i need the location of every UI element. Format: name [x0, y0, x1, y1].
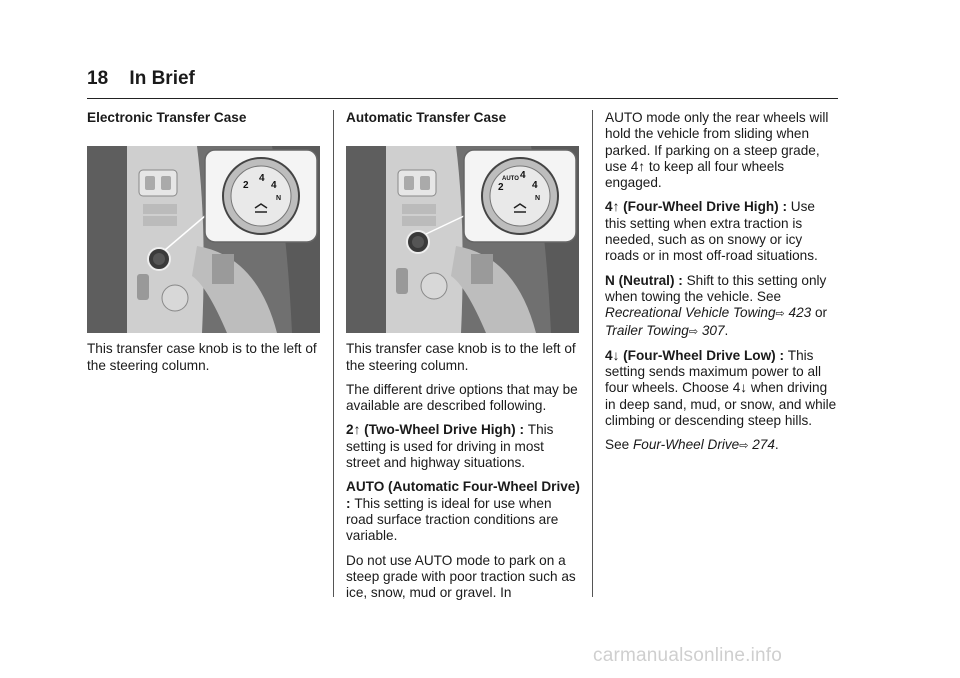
paragraph-two-wheel-high: [346, 422, 580, 471]
paragraph-four-wheel-low: [605, 348, 839, 429]
four-high-description: Use this setting when extra traction is needed, such as on snowy or icy roads or in most off-road situations.: [605, 199, 818, 264]
figure-caption: This transfer case knob is to the left of the steering column.: [87, 341, 317, 373]
transfer-case-knob-illustration: [87, 146, 320, 333]
dial-label-4-low: 4: [271, 180, 277, 192]
page-reference-icon: ⇨: [688, 325, 699, 338]
page-reference-icon: ⇨: [775, 308, 785, 321]
paragraph-intro: The different drive options that may be available are described following.: [346, 381, 578, 414]
paragraph-auto: [346, 479, 580, 544]
neutral-or: or: [811, 305, 828, 321]
term-four-wheel-drive-low: (Four-Wheel Drive Low) :: [619, 347, 788, 363]
term-neutral: N (Neutral) :: [605, 272, 687, 288]
paragraph-auto-continued: [605, 110, 839, 191]
dashboard-illustration: [346, 146, 579, 333]
term-2: 2: [346, 422, 354, 438]
section-heading: Automatic Transfer Case: [346, 110, 507, 125]
page-ref-307[interactable]: 307: [698, 322, 725, 338]
four-low-description-a: This setting sends maximum power to all four wheels. Choose 4: [605, 347, 822, 396]
paragraph-neutral: [605, 273, 839, 340]
dial-label-auto: AUTO: [502, 176, 519, 183]
continued-text-a: AUTO mode only the rear wheels will hold the vehicle from sliding when parked. If parking on a steep grade, use 4: [605, 110, 829, 174]
see-label: See: [605, 437, 633, 453]
paragraph-see-also: [605, 437, 839, 454]
dial-label-4-high: 4: [520, 170, 526, 182]
dial-label-4-low: 4: [532, 180, 538, 192]
dial-label-n: N: [535, 195, 541, 203]
up-arrow-icon: ↑: [638, 158, 646, 174]
two-high-description: This setting is used for driving in most street and highway situations.: [346, 422, 554, 471]
dial-label-4-high: 4: [259, 173, 265, 185]
link-four-wheel-drive[interactable]: Four-Wheel Drive: [632, 437, 740, 453]
page-title: In Brief: [129, 68, 195, 89]
dial-label-n: N: [276, 195, 282, 203]
page-number: 18: [87, 68, 109, 89]
auto-description: This setting is ideal for use when road surface traction conditions are variable.: [346, 495, 559, 544]
section-heading: Electronic Transfer Case: [87, 110, 247, 125]
column-drive-modes-continued: [605, 110, 839, 463]
term-4: 4: [605, 199, 613, 215]
column-divider: [592, 110, 593, 597]
dial-label-2: 2: [243, 180, 249, 192]
period: .: [774, 437, 779, 453]
automatic-transfer-case-knob-illustration: [346, 146, 579, 333]
continued-text-b: to keep all four wheels engaged.: [605, 158, 785, 191]
term-auto: AUTO (Automatic Four-Wheel Drive) :: [346, 479, 580, 511]
period: .: [724, 322, 729, 338]
neutral-description: Shift to this setting only when towing the vehicle. See: [605, 272, 827, 304]
term-two-wheel-drive-high: (Two-Wheel Drive High) :: [360, 422, 528, 438]
link-trailer-towing[interactable]: Trailer Towing: [605, 322, 689, 338]
figure-caption: This transfer case knob is to the left of the steering column.: [346, 341, 576, 373]
page-reference-icon: ⇨: [739, 440, 749, 453]
column-electronic-transfer-case: [87, 110, 321, 382]
up-arrow-icon: ↑: [612, 199, 620, 215]
down-arrow-icon: ↓: [740, 380, 748, 396]
page-ref-423[interactable]: 423: [784, 305, 812, 321]
term-4: 4: [605, 347, 613, 363]
four-low-description-b: when driving in deep sand, mud, or snow, and while climbing or descending steep hills.: [605, 380, 837, 429]
page-header: [87, 68, 195, 90]
column-automatic-transfer-case: [346, 110, 580, 609]
watermark: carmanualsonline.info: [593, 645, 783, 666]
dashboard-illustration: [87, 146, 320, 333]
down-arrow-icon: ↓: [612, 347, 620, 363]
header-rule: [87, 98, 838, 99]
page-ref-274[interactable]: 274: [748, 437, 775, 453]
paragraph-four-wheel-high: [605, 199, 839, 264]
term-four-wheel-drive-high: (Four-Wheel Drive High) :: [619, 199, 791, 215]
paragraph-auto-warning: Do not use AUTO mode to park on a steep grade with poor traction such as ice, snow, mud or gravel. In: [346, 552, 576, 601]
dial-label-2: 2: [498, 182, 504, 194]
up-arrow-icon: ↑: [353, 422, 361, 438]
column-divider: [333, 110, 334, 597]
link-recreational-vehicle-towing[interactable]: Recreational Vehicle Towing: [605, 305, 776, 321]
